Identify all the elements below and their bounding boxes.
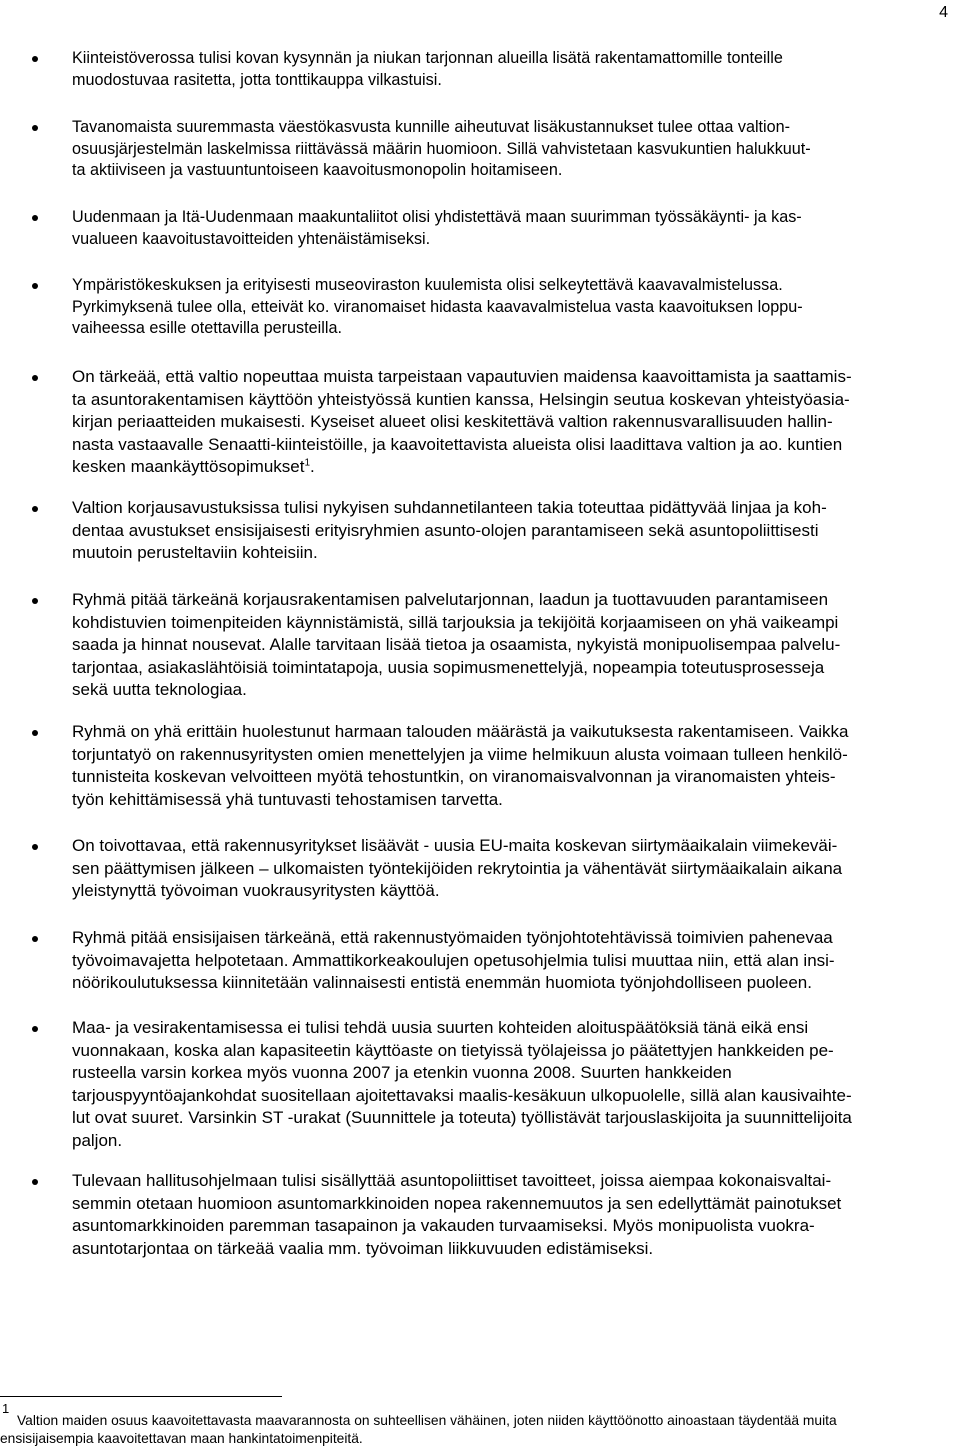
text-line: asuntomarkkinoiden paremman tasapainon ja vakauden turvaamiseksi. Myös monipuolista vuokra- xyxy=(72,1216,815,1236)
footnote-mark: 1 xyxy=(2,1401,10,1416)
text-line: tunnisteita koskevan velvoitteen myötä tehostuntkin, on viranomaisvalvonnan ja viranomaisten yhteis- xyxy=(72,767,836,787)
bullet-icon xyxy=(32,730,38,736)
bullet-icon xyxy=(32,1026,38,1032)
text-line: Ympäristökeskuksen ja erityisesti museoviraston kuulemista olisi selkeytettävä kaavavalmistelussa. xyxy=(72,276,783,294)
text-line: yleistynyttä työvoiman vuokrausyritysten käyttöä. xyxy=(72,881,440,901)
footnote-line: Valtion maiden osuus kaavoitettavasta maavarannosta on suhteellisen vähäinen, joten niiden käyttöönotto ainoastaan täydentää muita xyxy=(17,1413,837,1428)
text-line: muodostuvaa rasitetta, jotta tonttikauppa vilkastuisi. xyxy=(72,70,442,89)
text-line: vaiheessa esille otettavilla perusteilla. xyxy=(72,319,342,337)
text-line: dentaa avustukset ensisijaisesti erityisryhmien asunto-olojen parantamiseen sekä asuntopoliittisesti xyxy=(72,520,819,540)
text-line: Ryhmä pitää ensisijaisen tärkeänä, että rakennustyömaiden työnjohtotehtävissä toimivien pahenevaa xyxy=(72,928,833,947)
list-item xyxy=(72,207,950,250)
bullet-icon xyxy=(32,56,38,62)
text-line: vualueen kaavoitustavoitteiden yhtenäistämiseksi. xyxy=(72,229,431,248)
text-line: asuntotarjontaa on tärkeää vaalia mm. työvoiman liikkuvuuden edistämiseksi. xyxy=(72,1238,654,1258)
text-segment: . xyxy=(310,457,315,477)
text-line: osuusjärjestelmän laskelmissa riittävässä määrin huomioon. Sillä vahvistetaan kasvukuntien halukkuut- xyxy=(72,139,811,158)
bullet-icon xyxy=(32,936,38,942)
footnote-divider xyxy=(0,1396,282,1397)
list-item xyxy=(72,1017,950,1153)
text-line: semmin otetaan huomioon asuntomarkkinoiden nopea rakennemuutos ja sen edellyttämät painotukset xyxy=(72,1193,842,1213)
text-line: tarjontaa, asiakaslähtöisiä toimintatapoja, uusia sopimusmenettelyjä, nopeampia toteutusprosesseja xyxy=(72,657,825,677)
text-line: Maa- ja vesirakentamisessa ei tulisi tehdä uusia suurten kohteiden aloituspäätöksiä tänä eikä ensi xyxy=(72,1018,809,1037)
list-item xyxy=(72,366,950,479)
text-line: rusteella varsin korkea myös vuonna 2007 ja etenkin vuonna 2008. Suurten hankkeiden xyxy=(72,1063,732,1083)
list-item xyxy=(72,927,950,995)
text-line: torjuntatyö on rakennusyritysten omien menettelyjen ja viime helmikuun alusta voimaan tulleen henkilö- xyxy=(72,744,848,764)
text-line: kirjan periaatteiden mukaisesti. Kyseiset alueet olisi keskitettävä valtion rakennusvarallisuuden hallin- xyxy=(72,412,833,432)
text-line: sen päättymisen jälkeen – ulkomaisten työntekijöiden rekrytointia ja vähentävät siirtymäaikalain aikana xyxy=(72,858,843,878)
text-line: nasta vastaavalle Senaatti-kiinteistöille, ja kaavoitettavista alueista olisi laadittava valtion ja ao. kuntien xyxy=(72,434,843,454)
bullet-icon xyxy=(32,215,38,221)
bullet-icon xyxy=(32,844,38,850)
bullet-icon xyxy=(32,125,38,131)
list-item xyxy=(72,721,950,811)
text-line: Uudenmaan ja Itä-Uudenmaan maakuntaliitot olisi yhdistettävä maan suurimman työssäkäynti- ja kas- xyxy=(72,208,802,226)
text-line: ta asuntorakentamisen käyttöön yhteistyössä kuntien kanssa, Helsingin seutua koskevan yhteistyöasia- xyxy=(72,389,850,409)
text-line: kohdistuvien toimenpiteiden käynnistämistä, sillä tarjouksia ja tekijöitä korjaamiseen on yhä vaikeampi xyxy=(72,612,839,632)
text-line: Pyrkimyksenä tulee olla, etteivät ko. viranomaiset hidasta kaavavalmistelua vasta kaavoituksen loppu- xyxy=(72,297,803,316)
bullet-icon xyxy=(32,1179,38,1185)
page-number: 4 xyxy=(939,4,948,21)
text-line: ta aktiiviseen ja vastuuntuntoiseen kaavoitusmonopolin hoitamiseen. xyxy=(72,161,563,179)
bullet-icon xyxy=(32,375,38,381)
list-item xyxy=(72,1170,950,1260)
list-item xyxy=(72,589,950,702)
text-line: nöörikoulutuksessa kiinnitetään valinnaisesti entistä enemmän huomiota työnjohdolliseen puoleen. xyxy=(72,973,812,993)
text-line: Tavanomaista suuremmasta väestökasvusta kunnille aiheutuvat lisäkustannukset tulee ottaa valtion- xyxy=(72,118,791,136)
list-item xyxy=(72,497,950,565)
footnote-line: ensisijaisempia kaavoitettavan maan hankintatoimenpiteitä. xyxy=(0,1431,363,1446)
text-line: On toivottavaa, että rakennusyritykset lisäävät - uusia EU-maita koskevan siirtymäaikalain viimekeväi- xyxy=(72,836,838,855)
list-item xyxy=(72,48,950,91)
text-line: vuonnakaan, koska alan kapasiteetin käyttöaste on tietyissä työlajeissa jo päätettyjen hankkeiden pe- xyxy=(72,1040,834,1060)
list-item xyxy=(72,117,950,182)
text-segment: kesken maankäyttösopimukset xyxy=(72,457,305,477)
text-line: työn kehittämisessä yhä tuntuvasti tehostamisen tarvetta. xyxy=(72,789,503,809)
bullet-icon xyxy=(32,506,38,512)
text-line: saada ja hinnat nousevat. Alalle tarvitaan lisää tietoa ja osaamista, nykyistä monipuolisempaa palvelu- xyxy=(72,635,841,655)
text-line: Valtion korjausavustuksissa tulisi nykyisen suhdannetilanteen takia toteuttaa pidättyvää linjaa ja koh- xyxy=(72,498,827,517)
footnote xyxy=(0,1400,955,1448)
bullet-icon xyxy=(32,283,38,289)
bullet-icon xyxy=(32,598,38,604)
text-line: työvoimavajetta helpotetaan. Ammattikorkeakoulujen opetusohjelmia tulisi muuttaa niin, että alan insi- xyxy=(72,950,835,970)
text-line: Tulevaan hallitusohjelmaan tulisi sisällyttää asuntopoliittiset tavoitteet, joissa aiempaa kokonaisvaltai- xyxy=(72,1171,832,1190)
text-line: Ryhmä pitää tärkeänä korjausrakentamisen palvelutarjonnan, laadun ja tuottavuuden parantamiseen xyxy=(72,590,829,609)
list-item xyxy=(72,275,950,340)
text-line: muutoin perusteltaviin kohteisiin. xyxy=(72,543,318,563)
text-line: Ryhmä on yhä erittäin huolestunut harmaan talouden määrästä ja vaikutuksesta rakentamiseen. Vaikka xyxy=(72,722,849,741)
text-line: paljon. xyxy=(72,1130,123,1150)
text-line: lut ovat suuret. Varsinkin ST -urakat (Suunnittele ja toteuta) työllistävät tarjouslaskijoita ja suunnittelijoita xyxy=(72,1108,852,1128)
text-line: tarjouspyyntöajankohdat suositellaan ajoitettavaksi maalis-kesäkuun ulkopuolelle, sillä alan kausivaihte- xyxy=(72,1085,852,1105)
text-line xyxy=(72,456,950,479)
footnote-reference: 1 xyxy=(304,457,311,469)
text-line: On tärkeää, että valtio nopeuttaa muista tarpeistaan vapautuvien maidensa kaavoittamista ja saattamis- xyxy=(72,367,852,386)
list-item xyxy=(72,835,950,903)
text-line: Kiinteistöverossa tulisi kovan kysynnän ja niukan tarjonnan alueilla lisätä rakentamattomille tonteille xyxy=(72,49,783,67)
text-line: sekä uutta teknologiaa. xyxy=(72,680,247,700)
